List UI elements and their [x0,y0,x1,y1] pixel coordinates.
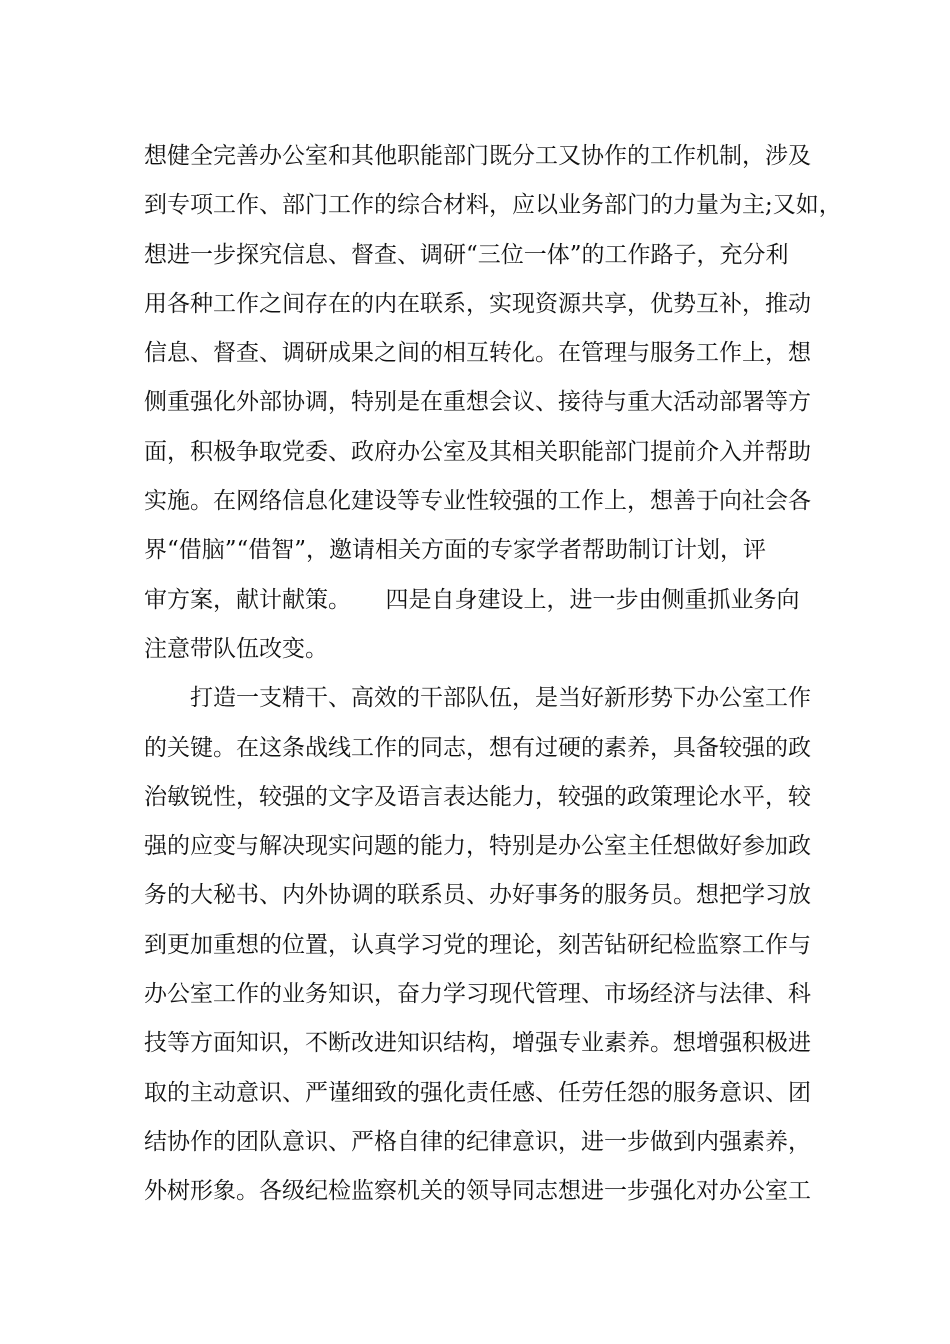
text-line: 强的应变与解决现实问题的能力，特别是办公室主任想做好参加政 [144,833,811,860]
text-line: 结协作的团队意识、严格自律的纪律意识，进一步做到内强素养， [144,1128,811,1155]
text-line: 信息、督查、调研成果之间的相互转化。在管理与服务工作上，想 [144,340,811,367]
text-line: 的关键。在这条战线工作的同志，想有过硬的素养，具备较强的政 [144,734,811,761]
text-line: 外树形象。各级纪检监察机关的领导同志想进一步强化对办公室工 [144,1178,811,1205]
text-line: 打造一支精干、高效的干部队伍，是当好新形势下办公室工作 [144,685,811,712]
text-line: 侧重强化外部协调，特别是在重想会议、接待与重大活动部署等方 [144,389,811,416]
text-line: 实施。在网络信息化建设等专业性较强的工作上，想善于向社会各 [144,488,811,515]
text-line: 取的主动意识、严谨细致的强化责任感、任劳任怨的服务意识、团 [144,1079,811,1106]
text-line: 治敏锐性，较强的文字及语言表达能力，较强的政策理论水平，较 [144,783,811,810]
text-line: 务的大秘书、内外协调的联系员、办好事务的服务员。想把学习放 [144,882,811,909]
text-line: 注意带队伍改变。 [144,635,328,662]
text-line: 界“借脑”“借智”，邀请相关方面的专家学者帮助制订计划，评 [144,537,767,564]
text-line: 技等方面知识，不断改进知识结构，增强专业素养。想增强积极进 [144,1030,811,1057]
text-line: 到专项工作、部门工作的综合材料，应以业务部门的力量为主;又如， [144,192,842,219]
body-text [144,132,842,1217]
text-line: 审方案，献计献策。 四是自身建设上，进一步由侧重抓业务向 [144,586,800,613]
text-line: 想进一步探究信息、督查、调研“三位一体”的工作路子，充分利 [144,241,789,268]
text-line: 想健全完善办公室和其他职能部门既分工又协作的工作机制，涉及 [144,143,811,169]
text-line: 到更加重想的位置，认真学习党的理论，刻苦钻研纪检监察工作与 [144,931,811,958]
text-line: 面，积极争取党委、政府办公室及其相关职能部门提前介入并帮助 [144,438,811,465]
text-line: 用各种工作之间存在的内在联系，实现资源共享，优势互补，推动 [144,290,811,317]
text-line: 办公室工作的业务知识，奋力学习现代管理、市场经济与法律、科 [144,981,811,1008]
